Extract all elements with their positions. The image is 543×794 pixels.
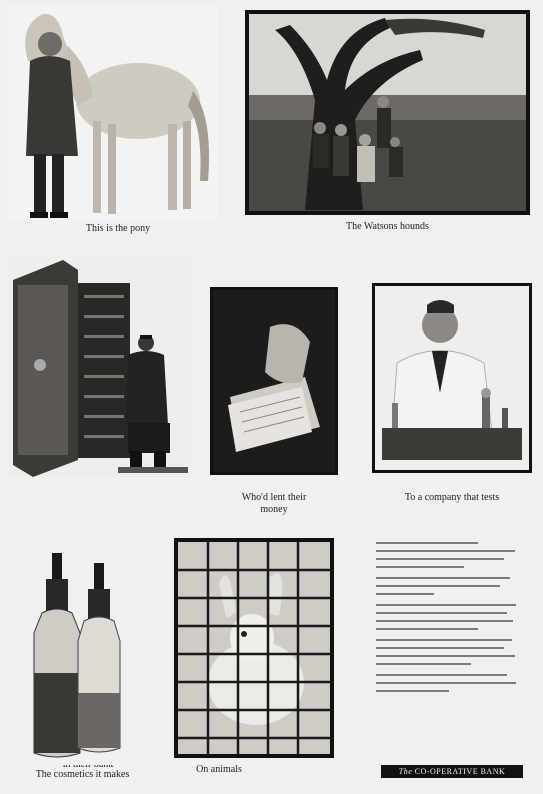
vault-panel (8, 255, 193, 490)
co-operative-bank-logo (381, 765, 523, 778)
pony-photo (8, 6, 218, 221)
cosmetics-panel (20, 553, 165, 785)
body-copy-paragraph (376, 542, 522, 568)
body-copy-paragraph (376, 674, 522, 692)
body-copy-paragraph (376, 604, 522, 630)
bank-logo-name: CO-OPERATIVE BANK (414, 767, 506, 776)
pony-caption: This is the pony (85, 223, 151, 234)
body-copy-paragraph (376, 639, 522, 665)
bank-logo-prefix: The (398, 767, 413, 776)
rabbit-panel (174, 538, 334, 785)
scientist-panel (372, 283, 532, 513)
pony-panel (8, 6, 218, 234)
scientist-caption: To a company that tests (404, 492, 500, 503)
rabbit-photo (174, 538, 334, 758)
money-photo (210, 287, 338, 475)
money-caption-line-2: money (260, 504, 288, 515)
hounds-caption: The Watsons hounds (346, 221, 429, 232)
rabbit-caption: On animals (196, 764, 242, 775)
hounds-photo (245, 10, 530, 215)
body-copy-block (376, 542, 522, 701)
scientist-photo (372, 283, 532, 473)
vault-photo (8, 255, 193, 477)
money-caption-line-1: Who'd lent their (241, 492, 307, 503)
money-panel (210, 287, 338, 517)
cosmetics-photo (20, 553, 165, 765)
cosmetics-caption: The cosmetics it makes (35, 769, 130, 780)
body-copy-paragraph (376, 577, 522, 595)
hounds-panel (245, 10, 530, 235)
